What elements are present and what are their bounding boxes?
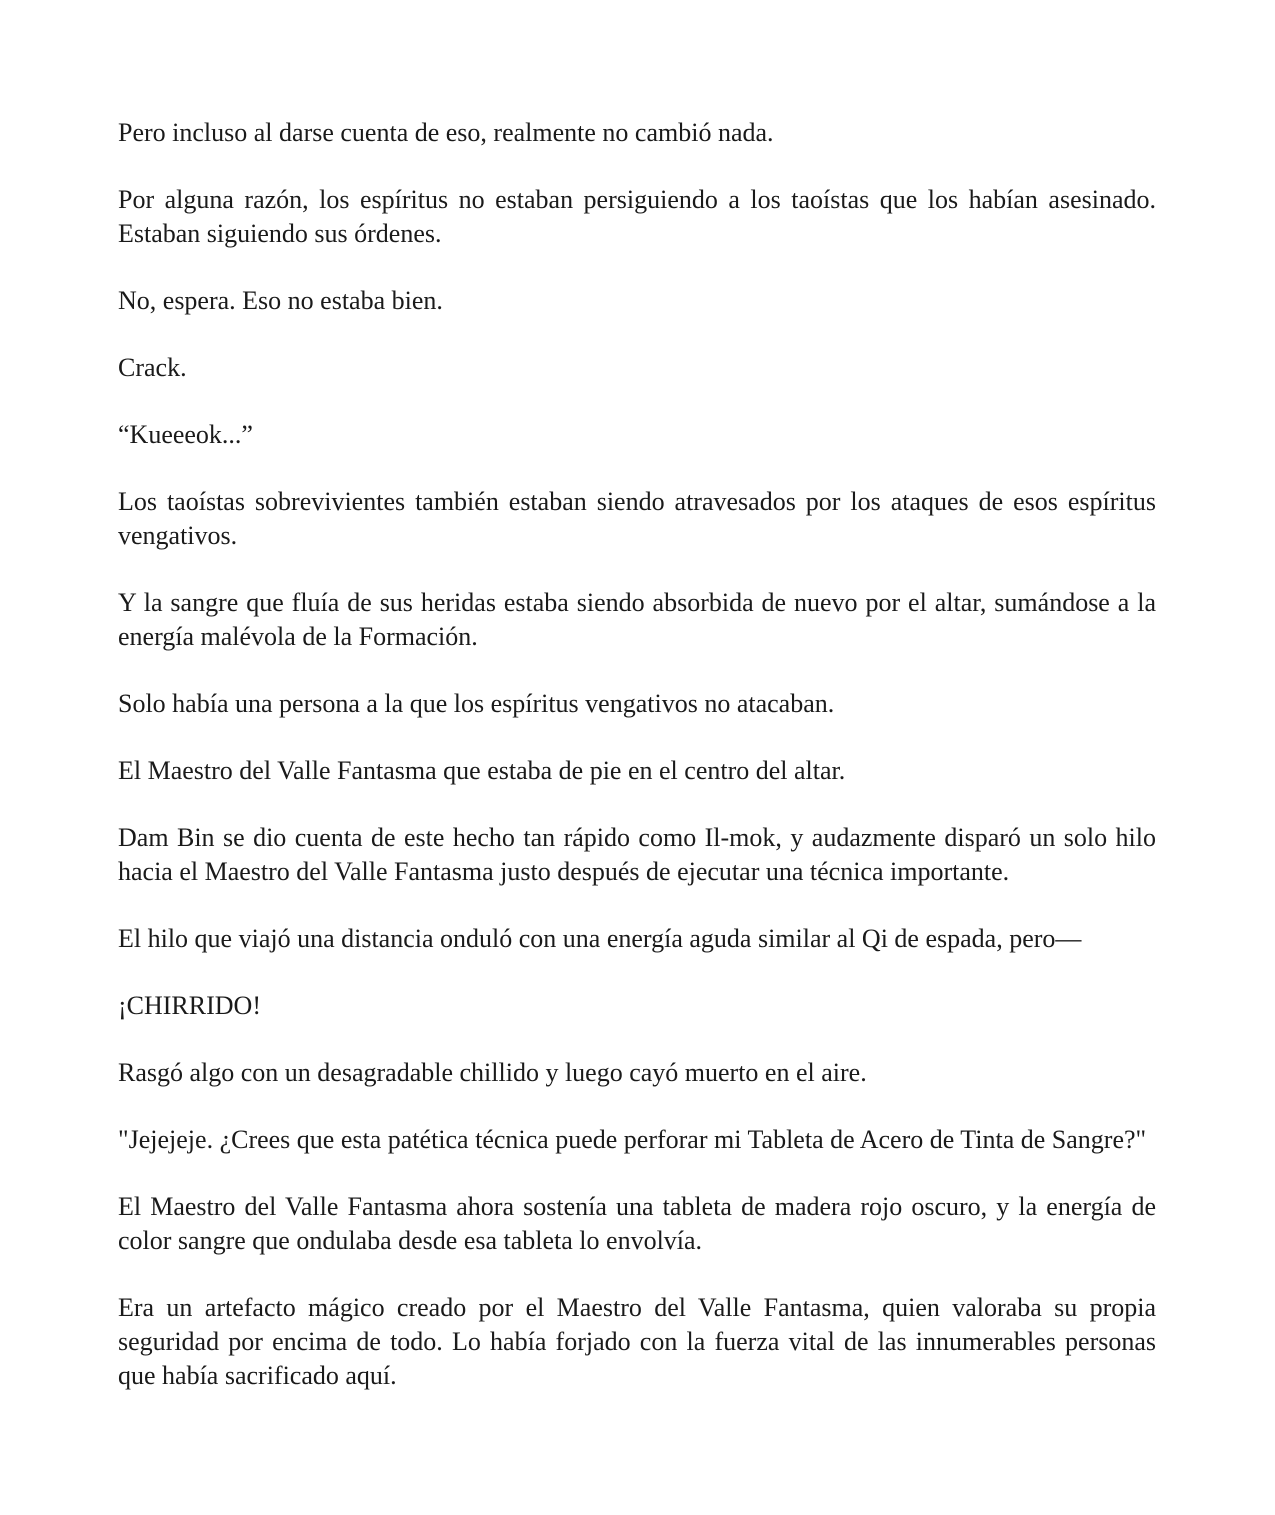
document-page [118,116,1156,1393]
paragraph: El Maestro del Valle Fantasma que estaba de pie en el centro del altar. [118,756,846,785]
paragraph: Los taoístas sobrevivientes también estaban siendo atravesados por los ataques de esos espíritus vengativos. [118,487,1156,550]
paragraph: Pero incluso al darse cuenta de eso, realmente no cambió nada. [118,118,774,147]
paragraph: El hilo que viajó una distancia onduló con una energía aguda similar al Qi de espada, pero— [118,924,1082,953]
paragraph: “Kueeeok...” [118,420,253,449]
paragraph: ¡CHIRRIDO! [118,991,261,1020]
paragraph: Crack. [118,353,187,382]
paragraph: "Jejejeje. ¿Crees que esta patética técnica puede perforar mi Tableta de Acero de Tinta de Sangre?" [118,1125,1147,1154]
paragraph: Solo había una persona a la que los espíritus vengativos no atacaban. [118,689,835,718]
paragraph: Rasgó algo con un desagradable chillido y luego cayó muerto en el aire. [118,1058,867,1087]
paragraph: No, espera. Eso no estaba bien. [118,286,443,315]
paragraph: Por alguna razón, los espíritus no estaban persiguiendo a los taoístas que los habían asesinado. Estaban siguiendo sus órdenes. [118,185,1156,248]
paragraph: El Maestro del Valle Fantasma ahora sostenía una tableta de madera rojo oscuro, y la energía de color sangre que ondulaba desde esa tableta lo envolvía. [118,1192,1156,1255]
paragraph: Dam Bin se dio cuenta de este hecho tan rápido como Il-mok, y audazmente disparó un solo hilo hacia el Maestro del Valle Fantasma justo después de ejecutar una técnica importante. [118,823,1156,886]
paragraph: Y la sangre que fluía de sus heridas estaba siendo absorbida de nuevo por el altar, sumándose a la energía malévola de la Formación. [118,588,1156,651]
paragraph: Era un artefacto mágico creado por el Maestro del Valle Fantasma, quien valoraba su propia seguridad por encima de todo. Lo había forjado con la fuerza vital de las innumerables personas que había sacrificado aquí. [118,1293,1156,1390]
